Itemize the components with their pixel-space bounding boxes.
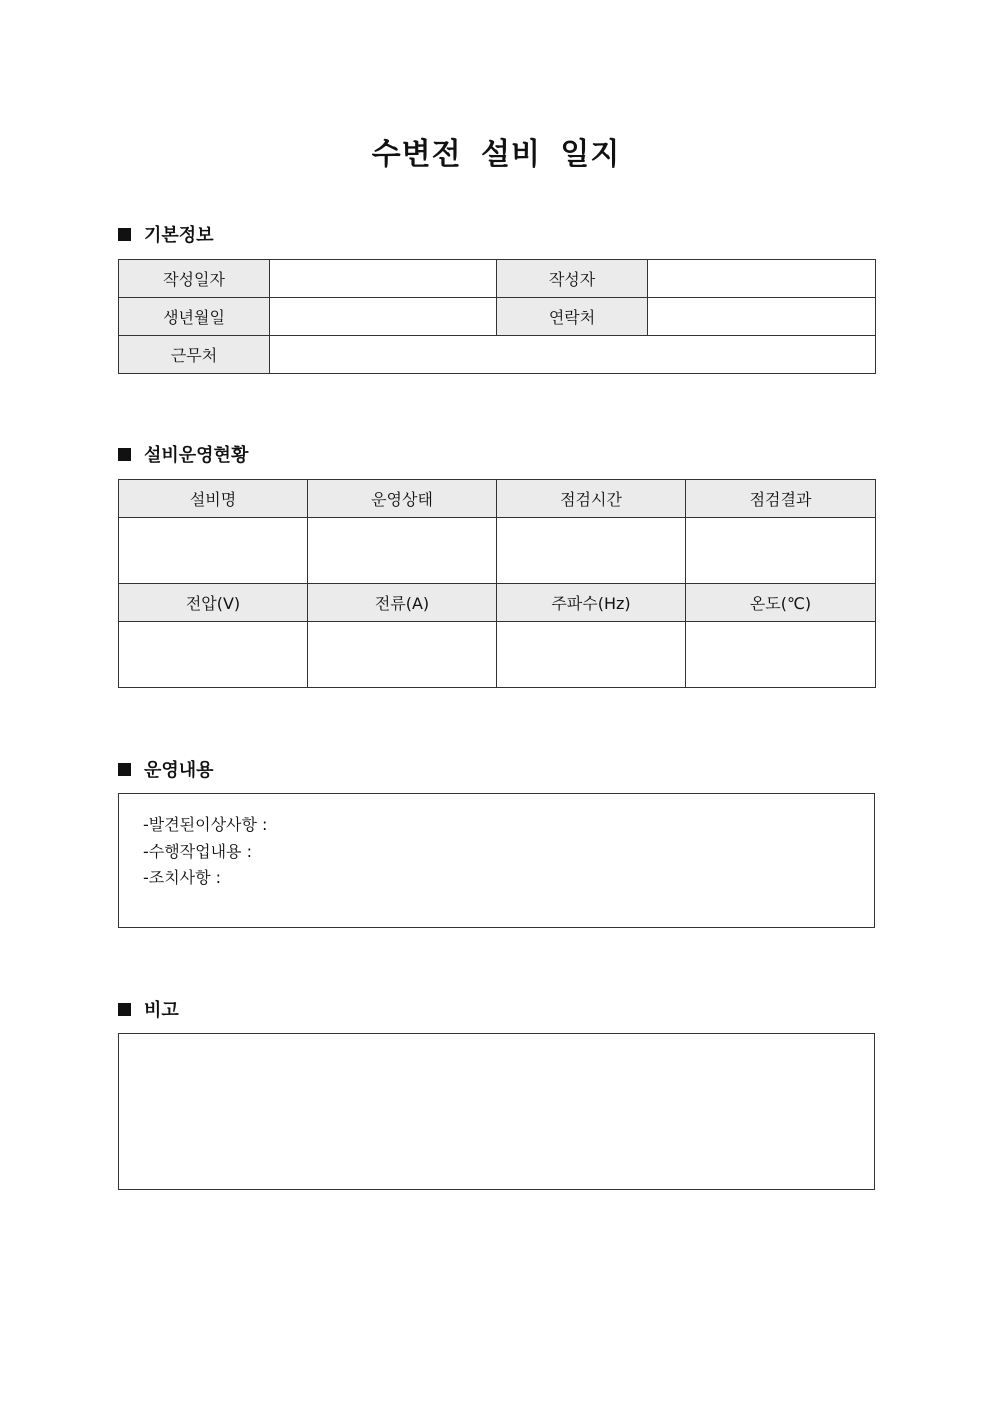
header-inspection-result: 점검결과 xyxy=(686,480,876,518)
notes-box[interactable] xyxy=(118,1033,875,1190)
section-heading-notes xyxy=(118,996,179,1022)
voltage-field[interactable] xyxy=(119,622,308,688)
header-voltage: 전압(V) xyxy=(119,584,308,622)
operations-content-box[interactable] xyxy=(118,793,875,928)
page-title: 수변전 설비 일지 xyxy=(371,137,621,172)
section-heading-label: 비고 xyxy=(144,1000,179,1021)
section-heading-equipment xyxy=(118,441,248,467)
table-header-row xyxy=(119,584,876,622)
equipment-table xyxy=(118,479,876,688)
header-inspection-time: 점검시간 xyxy=(497,480,686,518)
author-field[interactable] xyxy=(648,260,876,298)
label-author: 작성자 xyxy=(497,260,648,298)
label-contact: 연락처 xyxy=(497,298,648,336)
work-performed-line: -수행작업내용 : xyxy=(143,842,252,861)
table-row xyxy=(119,622,876,688)
workplace-field[interactable] xyxy=(270,336,876,374)
label-date: 작성일자 xyxy=(119,260,270,298)
birth-field[interactable] xyxy=(270,298,497,336)
operating-status-field[interactable] xyxy=(308,518,497,584)
inspection-time-field[interactable] xyxy=(497,518,686,584)
section-heading-label: 운영내용 xyxy=(144,760,214,781)
section-heading-label: 설비운영현황 xyxy=(144,445,249,466)
section-heading-label: 기본정보 xyxy=(144,225,214,246)
header-frequency: 주파수(Hz) xyxy=(497,584,686,622)
square-bullet-icon xyxy=(118,448,131,461)
table-row xyxy=(119,298,876,336)
basic-info-table xyxy=(118,259,876,374)
anomalies-found-line: -발견된이상사항 : xyxy=(143,815,268,834)
contact-field[interactable] xyxy=(648,298,876,336)
header-operating-status: 운영상태 xyxy=(308,480,497,518)
temperature-field[interactable] xyxy=(686,622,876,688)
section-heading-basic-info xyxy=(118,221,214,247)
square-bullet-icon xyxy=(118,228,131,241)
table-row xyxy=(119,260,876,298)
table-row xyxy=(119,518,876,584)
inspection-result-field[interactable] xyxy=(686,518,876,584)
square-bullet-icon xyxy=(118,1003,131,1016)
header-temperature: 온도(℃) xyxy=(686,584,876,622)
header-equipment-name: 설비명 xyxy=(119,480,308,518)
current-field[interactable] xyxy=(308,622,497,688)
frequency-field[interactable] xyxy=(497,622,686,688)
label-birth: 생년월일 xyxy=(119,298,270,336)
actions-taken-line: -조치사항 : xyxy=(143,868,222,887)
equipment-name-field[interactable] xyxy=(119,518,308,584)
date-field[interactable] xyxy=(270,260,497,298)
square-bullet-icon xyxy=(118,763,131,776)
label-workplace: 근무처 xyxy=(119,336,270,374)
table-row xyxy=(119,336,876,374)
section-heading-operations xyxy=(118,756,214,782)
table-header-row xyxy=(119,480,876,518)
header-current: 전류(A) xyxy=(308,584,497,622)
